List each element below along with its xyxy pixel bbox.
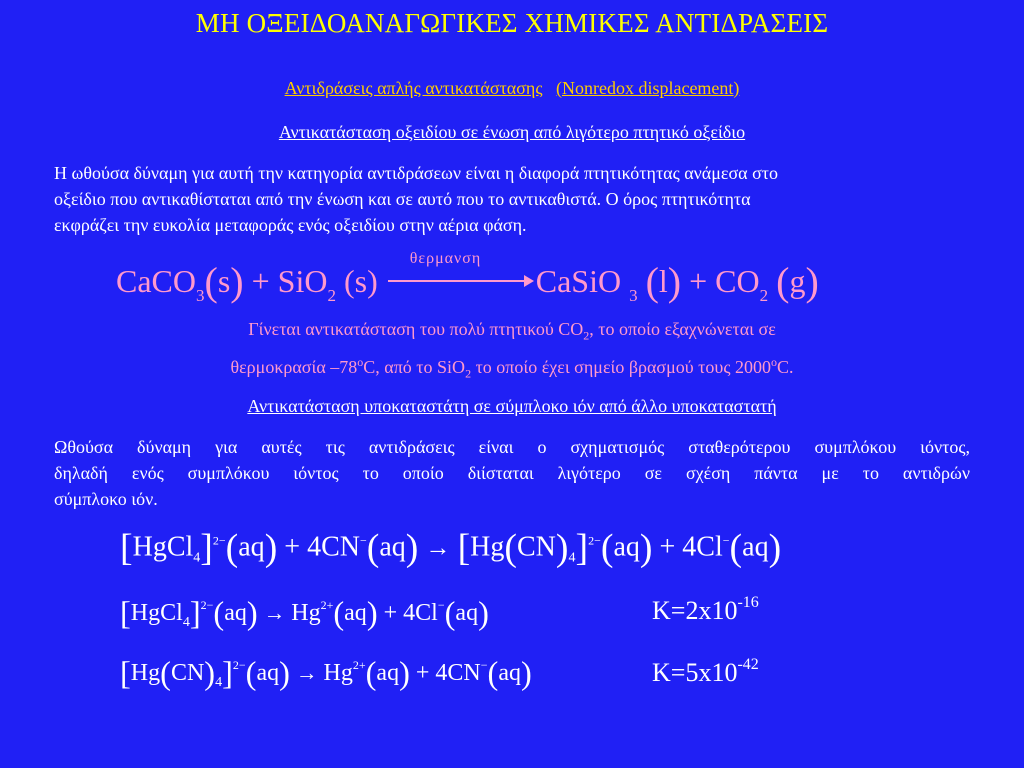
reaction-arrow	[386, 250, 536, 294]
formula: 4CN	[307, 531, 360, 563]
section2-heading: Αντικατάσταση υποκαταστάτη σε σύμπλοκο ιόν από άλλο υποκαταστατή	[247, 396, 777, 416]
formula: 4Cl	[403, 600, 438, 627]
formula: Hg	[130, 660, 161, 687]
subscript: 3	[629, 286, 638, 305]
product-casio3: CaSiO	[535, 263, 622, 299]
subscript: 2	[583, 328, 590, 343]
formula: 4CN	[435, 660, 481, 687]
plus-sign: +	[284, 531, 301, 563]
equilibrium-constant-1	[652, 594, 759, 626]
right-arrow-icon: →	[425, 534, 451, 562]
charge: −	[722, 533, 730, 548]
state-label: aq	[455, 600, 479, 627]
state-label: aq	[613, 531, 640, 563]
subtitle	[0, 78, 1024, 99]
section2-paragraph	[54, 434, 970, 512]
paragraph-line: εκφράζει την ευκολία μεταφοράς ενός οξειδίου στην αέρια φάση.	[54, 215, 527, 235]
equation-hgcl4-dissociation: [HgCl$_4$]$^{2-}$(aq) → $Hg^{2+}(aq) + 4Cl^-(aq)$	[120, 596, 489, 632]
state-label: (s)	[343, 263, 378, 299]
state-label: l	[658, 263, 668, 299]
plus-sign: +	[251, 263, 270, 299]
state-label: aq	[376, 660, 400, 687]
state-label: aq	[742, 531, 769, 563]
state-label: g	[789, 263, 806, 299]
note-line-2	[0, 349, 1024, 387]
formula: CN	[170, 660, 205, 687]
charge: 2−	[212, 533, 226, 548]
superscript: o	[770, 354, 777, 369]
note-text: το οποίο έχει σημείο βρασμού τους 2000	[471, 356, 771, 377]
subscript: 3	[196, 286, 205, 305]
state-label: aq	[238, 531, 265, 563]
plus-sign: +	[415, 660, 430, 687]
formula: HgCl	[130, 600, 183, 627]
formula: Hg	[470, 531, 505, 563]
state-label: aq	[256, 660, 280, 687]
charge: 2+	[320, 598, 334, 613]
equation-note	[0, 316, 1024, 386]
subscript: 4	[568, 550, 576, 566]
state-label: aq	[379, 531, 406, 563]
right-arrow-icon: →	[295, 661, 318, 686]
formula: HgCl	[132, 531, 194, 563]
subscript: 4	[215, 675, 223, 691]
state-label: aq	[224, 600, 247, 627]
charge: 2−	[200, 598, 214, 613]
equilibrium-constant-2	[652, 656, 759, 688]
note-text: , το οποίο εξαχνώνεται σε	[589, 319, 776, 339]
note-text: C.	[776, 356, 794, 377]
k-exponent: -16	[737, 594, 759, 611]
charge: 2−	[232, 658, 246, 673]
page-title: ΜΗ ΟΞΕΙΔΟΑΝΑΓΩΓΙΚΕΣ ΧΗΜΙΚΕΣ ΑΝΤΙΔΡΑΣΕΙΣ	[195, 8, 829, 38]
plus-sign: +	[659, 531, 676, 563]
formula: Hg	[291, 600, 321, 627]
product-co2: CO	[715, 263, 760, 299]
reactant-sio2: SiO	[277, 263, 328, 299]
note-line-1	[0, 316, 1024, 349]
charge: 2+	[352, 658, 366, 673]
note-text: C, από το SiO	[363, 356, 466, 377]
charge: 2−	[588, 533, 601, 548]
k-value: K=2x10	[652, 596, 738, 625]
subscript: 4	[182, 615, 190, 631]
superscript: o	[357, 354, 364, 369]
subtitle-greek: Αντιδράσεις απλής αντικατάστασης	[284, 78, 543, 98]
k-value: K=5x10	[652, 658, 738, 687]
note-text: θερμοκρασία –78	[230, 356, 358, 377]
subscript: 2	[759, 286, 769, 305]
arrow-label: θερμανση	[409, 250, 482, 267]
section1-paragraph	[54, 160, 970, 238]
plus-sign: +	[383, 600, 398, 627]
state-label: aq	[498, 660, 521, 687]
charge: −	[359, 533, 367, 548]
paragraph-line: σύμπλοκο ιόν.	[54, 489, 158, 509]
paragraph-line: Ωθούσα δύναμη για αυτές τις αντιδράσεις είναι ο σχηματισμός σταθερότερου συμπλόκου ιόντος,	[54, 437, 970, 457]
arrow-line	[388, 280, 528, 282]
subscript: 4	[193, 550, 201, 566]
k-exponent: -42	[737, 656, 759, 673]
state-label: aq	[344, 600, 367, 627]
equation-ligand-exchange: [HgCl$_4$]$^{2-}$(aq) + $4CN^-(aq) \to [Hg(CN)_4]^{2-}(aq) + 4Cl^-(aq)$	[120, 527, 782, 569]
right-arrow-icon: →	[263, 601, 286, 626]
formula: Hg	[323, 660, 353, 687]
state-label: s	[217, 263, 231, 299]
reactant-caco3: CaCO	[116, 263, 196, 299]
formula: 4Cl	[682, 531, 723, 563]
plus-sign: +	[689, 263, 708, 299]
subscript: 2	[327, 286, 336, 305]
section1-heading: Αντικατάσταση οξειδίου σε ένωση από λιγότερο πτητικό οξείδιο	[278, 122, 746, 142]
paragraph-line: οξείδιο που αντικαθίσταται από την ένωση και σε αυτό που το αντικαθιστά. Ο όρος πτητικότητα	[54, 189, 751, 209]
subtitle-english: (Nonredox displacement)	[555, 78, 740, 98]
formula: CN	[517, 531, 556, 563]
arrow-head-icon	[524, 275, 534, 287]
charge: −	[480, 658, 488, 673]
equation-calcination: CaCO$_3$(s) + SiO$_2$ (s) θερμανση CaSiO $_3$ $(l) + CO_2$ (g)	[116, 250, 819, 305]
subscript: 2	[465, 366, 472, 381]
paragraph-line: δηλαδή ενός συμπλόκου ιόντος το οποίο διίσταται λιγότερο σε σχέση πάντα με το αντιδρών	[54, 463, 970, 483]
note-text: Γίνεται αντικατάσταση του πολύ πτητικού CO	[248, 319, 584, 339]
paragraph-line: Η ωθούσα δύναμη για αυτή την κατηγορία αντιδράσεων είναι η διαφορά πτητικότητας ανάμεσα στο	[54, 163, 779, 183]
charge: −	[437, 598, 445, 613]
equation-hgcn4-dissociation: $[Hg(CN)_4]^{2-}(aq) \to Hg^{2+}(aq) + 4CN^-(aq)$	[120, 656, 532, 692]
